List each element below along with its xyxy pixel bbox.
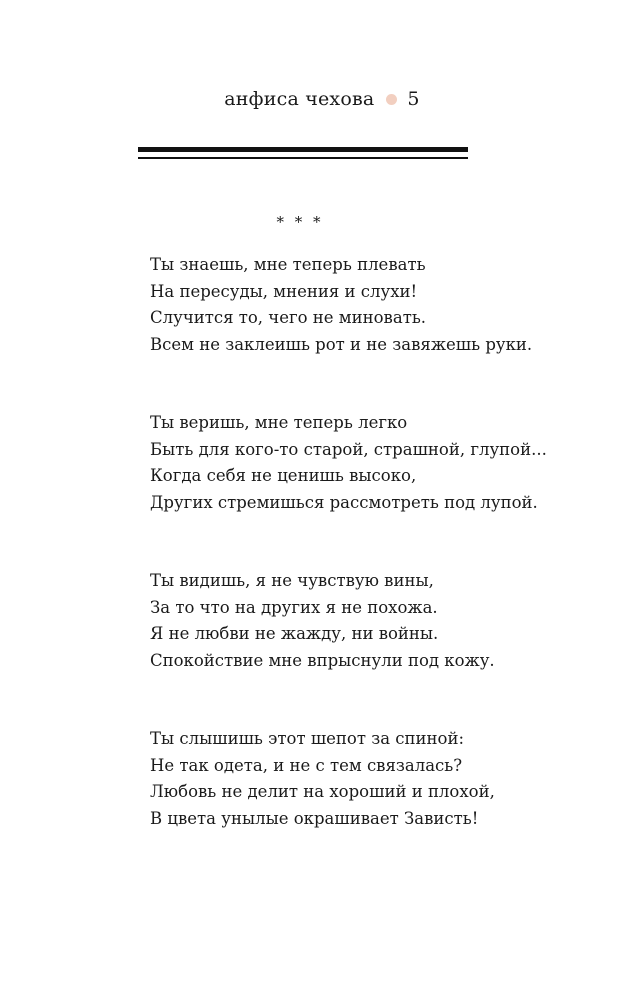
poem-body [150, 252, 620, 884]
poem-line: Ты веришь, мне теперь легко [150, 413, 408, 432]
page-number: 5 [407, 88, 420, 110]
poem-line: Ты видишь, я не чувствую вины, [150, 571, 434, 590]
separator-dot-icon [386, 94, 397, 105]
poem-line: Всем не заклеишь рот и не завяжешь руки. [150, 334, 533, 354]
stanza [150, 252, 620, 358]
poem-line: На пересуды, мнения и слухи! [150, 281, 418, 301]
poem-line: Ты слышишь этот шепот за спиной: [150, 729, 465, 748]
stanza [150, 726, 620, 832]
poem-line: За то что на других я не похожа. [150, 597, 438, 617]
poem-line: Других стремишься рассмотреть под лупой. [150, 492, 538, 512]
poem-line: Я не любви не жажду, ни войны. [150, 624, 439, 643]
running-header [0, 86, 644, 111]
poem-line: Любовь не делит на хороший и плохой, [150, 782, 495, 801]
poem-line: Не так одета, и не с тем связалась? [150, 755, 463, 775]
stanza [150, 410, 620, 516]
poem-line: В цвета унылые окрашивает Зависть! [150, 808, 479, 828]
poem-line: Когда себя не ценишь высоко, [150, 466, 417, 485]
section-divider: * * * [276, 213, 324, 231]
poem-line: Ты знаешь, мне теперь плевать [150, 255, 426, 274]
header-rule-thin [138, 157, 468, 159]
stanza [150, 568, 620, 674]
header-rule-thick [138, 147, 468, 152]
poem-line: Быть для кого-то старой, страшной, глупой... [150, 439, 547, 459]
poem-line: Случится то, чего не миновать. [150, 308, 427, 327]
poem-line: Спокойствие мне впрыснули под кожу. [150, 650, 495, 670]
author-name: анфиса чехова [224, 88, 375, 110]
